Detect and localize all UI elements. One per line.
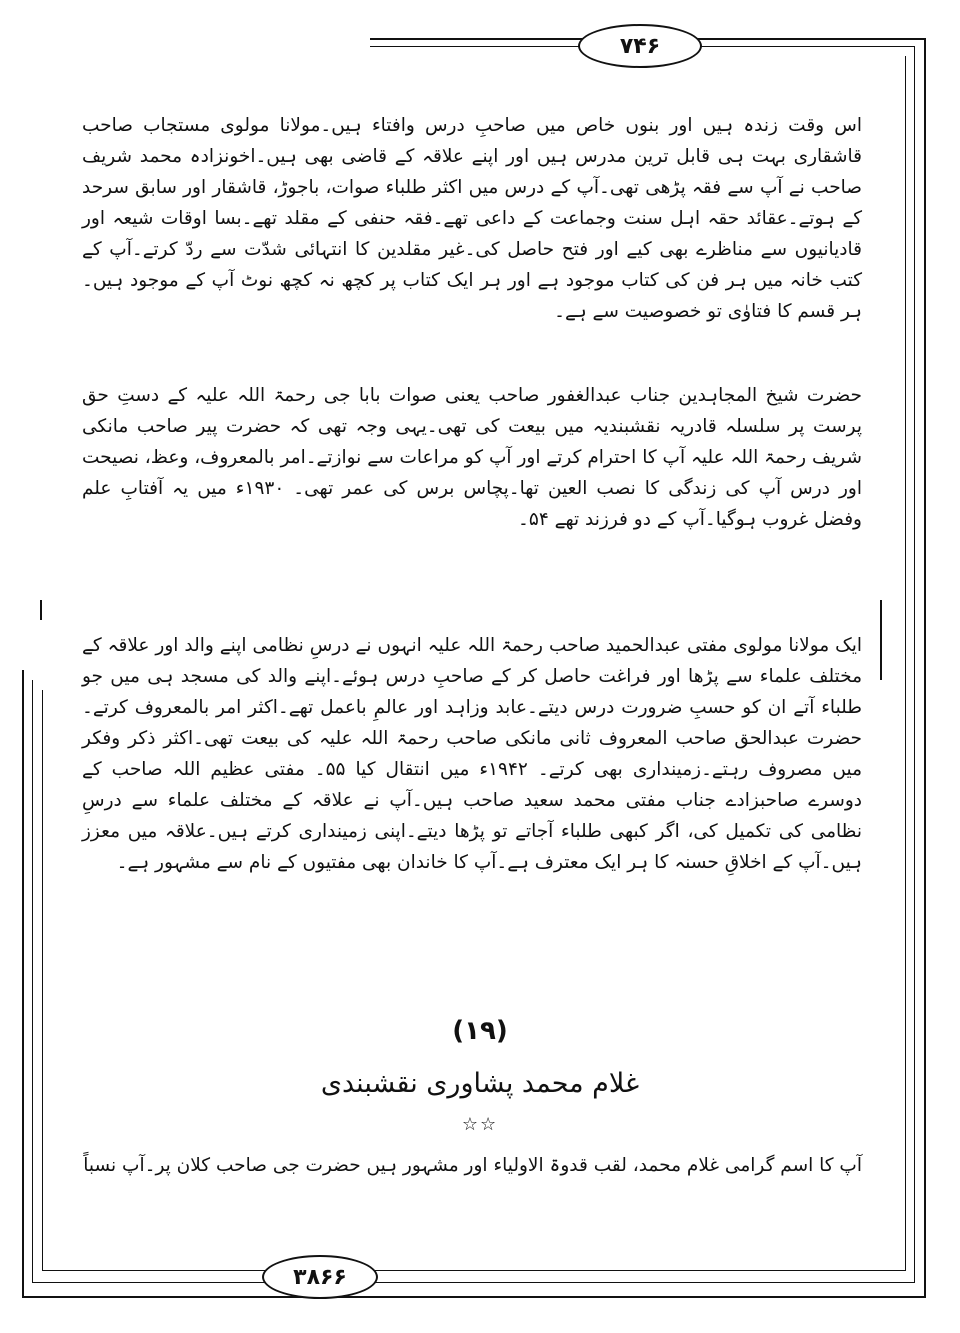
frame-left-divider xyxy=(40,600,42,620)
paragraph-4 xyxy=(82,1150,862,1181)
frame-bottom-inner xyxy=(32,1282,915,1283)
paragraph-3 xyxy=(82,630,862,878)
top-page-number: ۷۴۶ xyxy=(578,24,702,68)
section-title: غلام محمد پشاوری نقشبندی xyxy=(320,1068,640,1099)
star-divider-icon: ☆☆ xyxy=(461,1114,499,1135)
paragraph-3-text: ایک مولانا مولوی مفتی عبدالحمید صاحب رحمۃ اللہ علیہ انہوں نے درسِ نظامی اپنے والد اور علاقہ کے مختلف علماء سے پڑھا اور فراغت حاصل کر کے صاحبِ درس ہوئے۔اپنے والد کی مسجد ہی میں جو طلباء آتے ان کو حسبِ ضرورت درس دیتے۔عابد وزاہد اور عالمِ باعمل تھے۔اکثر امر بالمعروف کرتے۔حضرت عبدالحق صاحب المعروف ثانی مانکی صاحب رحمۃ اللہ علیہ کی بیعت تھی۔اکثر ذکر وفکر میں مصروف رہتے۔زمینداری بھی کرتے۔ ۱۹۴۲ء میں انتقال کیا ۵۵۔ مفتی عظیم اللہ صاحب کے دوسرے صاحبزادے جناب مفتی محمد سعید صاحب ہیں۔آپ نے علاقہ کے مختلف علماء سے درسِ نظامی کی تکمیل کی، اگر کبھی طلباء آجاتے تو پڑھا دیتے۔اپنی زمینداری کرتے ہیں۔علاقہ میں معزز ہیں۔آپ کے اخلاقِ حسنہ کا ہر ایک معترف ہے۔آپ کا خاندان بھی مفتیوں کے نام سے مشہور ہے۔ xyxy=(82,635,862,873)
paragraph-2 xyxy=(82,380,862,535)
frame-left-third xyxy=(42,690,43,1270)
frame-bottom-outer xyxy=(22,1296,926,1298)
frame-right-line-outer xyxy=(924,38,926,1298)
frame-mid-right xyxy=(880,600,882,680)
bottom-page-number: ۳۸۶۶ xyxy=(262,1255,378,1299)
paragraph-4-text: آپ کا اسم گرامی غلام محمد، لقب قدوۃ الاولیاء اور مشہور ہیں حضرت جی صاحب کلان پر۔آپ نسباً xyxy=(83,1155,862,1176)
frame-left-inner xyxy=(32,680,33,1282)
frame-bottom-third xyxy=(42,1270,906,1271)
frame-left-outer xyxy=(22,670,24,1298)
paragraph-1-text: اس وقت زندہ ہیں اور بنوں خاص میں صاحبِ درس وافتاء ہیں۔مولانا مولوی مستجاب صاحب قاشقاری بہت ہی قابل ترین مدرس ہیں اور اپنے علاقہ کے قاضی بھی ہیں۔اخونزادہ محمد شریف صاحب نے آپ سے فقہ پڑھی تھی۔آپ کے درس میں اکثر طلباء صوات، باجوڑ، قاشقار اور سابق سرحد کے ہوتے۔عقائد حقہ اہل سنت وجماعت کے داعی تھے۔فقہ حنفی کے مقلد تھے۔بسا اوقات شیعہ اور قادیانیوں سے مناظرے بھی کیے اور فتح حاصل کی۔غیر مقلدین کا انتہائی شدّت سے ردّ کرتے۔آپ کے کتب خانہ میں ہر فن کی کتاب موجود ہے اور ہر ایک کتاب پر کچھ نہ کچھ نوٹ آپ کے موجود ہیں۔ہر قسم کا فتاوٰی تو خصوصیت سے ہے۔ xyxy=(82,115,862,322)
paragraph-2-text: حضرت شیخ المجاہدین جناب عبدالغفور صاحب یعنی صوات بابا جی رحمۃ اللہ علیہ کے دستِ حق پرست پر سلسلہ قادریہ نقشبندیہ میں بیعت کی تھی۔یہی وجہ تھی کہ حضرت پیر صاحب مانکی شریف رحمۃ اللہ علیہ آپ کا احترام کرتے اور آپ کو مراعات سے نوازتے۔امر بالمعروف، وعظ، نصیحت اور درس آپ کی زندگی کا نصب العین تھا۔پچاس برس کی عمر تھی۔ ۱۹۳۰ء میں یہ آفتابِ علم وفضل غروب ہوگیا۔آپ کے دو فرزند تھے ۵۴۔ xyxy=(82,385,862,530)
section-number: (۱۹) xyxy=(452,1016,508,1046)
paragraph-1 xyxy=(82,110,862,327)
